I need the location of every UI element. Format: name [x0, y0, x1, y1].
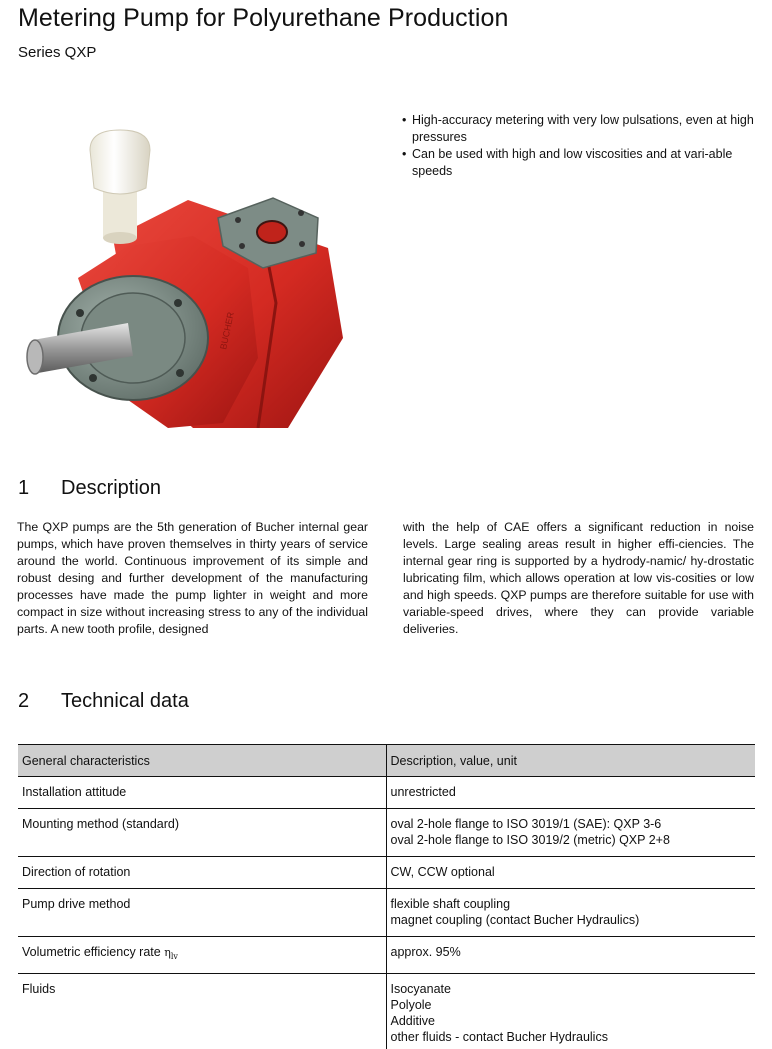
value-line: Isocyanate: [390, 982, 451, 997]
table-header-description: Description, value, unit: [386, 745, 755, 777]
feature-list: [402, 112, 754, 180]
row-label: [18, 937, 386, 974]
value-line: flexible shaft coupling: [390, 897, 511, 911]
table-header-row: [18, 745, 755, 777]
section-heading-description: [18, 477, 161, 500]
row-label: Fluids: [18, 974, 386, 1049]
table-row: [18, 937, 755, 974]
row-value: [386, 809, 755, 857]
page-subtitle: Series QXP: [18, 44, 97, 61]
pump-product-image: [18, 128, 358, 428]
table-row: [18, 857, 755, 889]
row-value: [386, 777, 755, 809]
table-row: [18, 777, 755, 809]
row-label: Pump drive method: [18, 889, 386, 937]
section-title: Technical data: [61, 690, 189, 712]
value-line: oval 2-hole flange to ISO 3019/1 (SAE): QXP 3-6: [390, 817, 662, 831]
section-heading-technical-data: [18, 690, 189, 713]
feature-item: • Can be used with high and low viscosities and at vari-able speeds: [402, 146, 754, 180]
svg-text:BUCHER: BUCHER: [218, 311, 236, 351]
description-column-left: The QXP pumps are the 5th generation of Bucher internal gear pumps, which have proven themselves in thirty years of service around the world. Continuous improvement of its simple and robust desing and further development of the manufacturing processes have made the pump lighter in weight and more compact in size without increasing stress to any of the individual parts. A new tooth profile, designed: [17, 520, 368, 636]
value-line: other fluids - contact Bucher Hydraulics: [390, 1030, 608, 1045]
section-title: Description: [61, 477, 162, 499]
table-row: [18, 974, 755, 1049]
row-value: [386, 889, 755, 937]
value-line: Additive: [390, 1014, 435, 1029]
value-line: unrestricted: [390, 785, 456, 799]
description-column-right: with the help of CAE offers a significant reduction in noise levels. Large sealing areas result in higher effi-ciencies. The internal gear ring is supported by a hydrody-namic/ hy-drostatic lubricating film, which allows operation at low vis-cosities or low and high speeds. QXP pumps are therefore suitable for use with variable-speed drives, where they can provide variable deliveries.: [403, 520, 754, 636]
table-row: [18, 889, 755, 937]
page-title: Metering Pump for Polyurethane Production: [18, 4, 509, 32]
value-line: magnet coupling (contact Bucher Hydraulics): [390, 913, 640, 927]
value-line: oval 2-hole flange to ISO 3019/2 (metric) QXP 2+8: [390, 833, 670, 847]
row-label: Mounting method (standard): [18, 809, 386, 857]
value-line: CW, CCW optional: [390, 865, 495, 879]
section-number: 2: [18, 690, 30, 712]
value-line: approx. 95%: [390, 945, 461, 959]
value-line: Polyole: [390, 998, 432, 1013]
eta-symbol: $\eta_{lv}$: [164, 946, 178, 962]
row-label: Installation attitude: [18, 777, 386, 809]
feature-item: • High-accuracy metering with very low pulsations, even at high pressures: [402, 112, 754, 146]
row-label-text: Volumetric efficiency rate: [22, 945, 161, 959]
row-value: [386, 974, 755, 1049]
technical-data-table: [18, 744, 755, 1049]
section-number: 1: [18, 477, 30, 499]
table-header-characteristics: General characteristics: [18, 745, 386, 777]
row-value: [386, 857, 755, 889]
table-row: [18, 809, 755, 857]
row-label: Direction of rotation: [18, 857, 386, 889]
row-value: [386, 937, 755, 974]
